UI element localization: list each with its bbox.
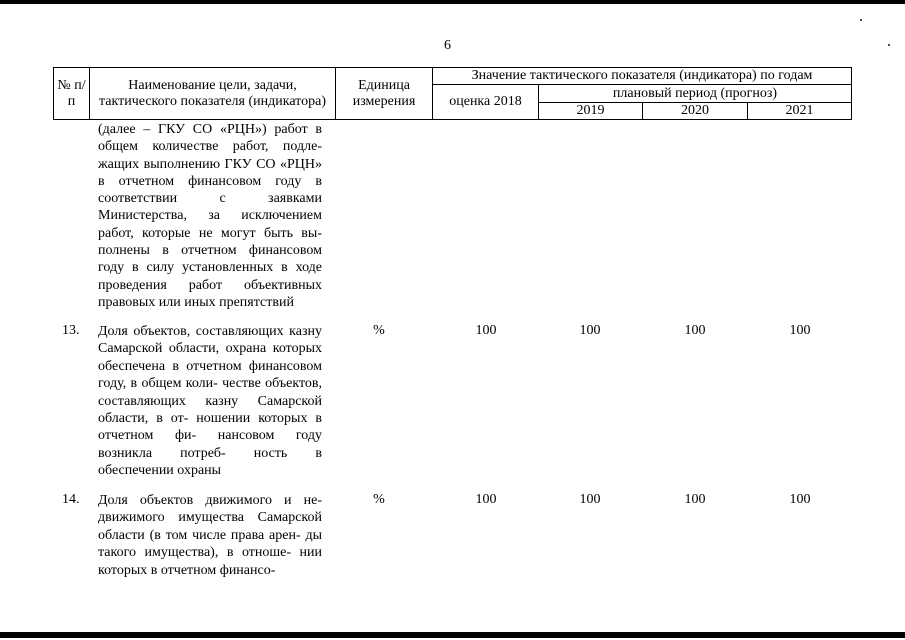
table-row <box>0 492 905 582</box>
value-2018: 100 <box>475 492 497 507</box>
table-row <box>0 323 905 503</box>
header-values-group: Значение тактического показателя (индикатора) по годам <box>433 68 852 85</box>
header-unit: Единица измерения <box>336 68 433 120</box>
scan-speck <box>860 19 862 21</box>
row-unit: % <box>373 323 385 338</box>
value-2019: 100 <box>579 492 601 507</box>
scan-edge-bottom <box>0 632 905 638</box>
value-2020: 100 <box>684 492 706 507</box>
row-number: 13. <box>62 323 80 338</box>
header-estimate: оценка 2018 <box>433 85 539 120</box>
continuation-text: (далее – ГКУ СО «РЦН») работ в общем количестве работ, подле- жащих выполнению ГКУ СО «РЦН» в отчетном финансовом году в соответствии с заявками Министерства, за исключением работ, которые не могут быть вы- полнены в отчетном финансовом году в силу установленных в ходе проведения работ объективных правовых или иных препятствий <box>98 122 322 310</box>
table-header <box>53 67 852 120</box>
value-2018: 100 <box>475 323 497 338</box>
header-year: 2021 <box>748 103 852 120</box>
scan-speck <box>888 44 890 46</box>
row-indicator-name: Доля объектов движимого и не- движимого имущества Самарской области (в том числе права арен- ды такого имущества), в отноше- нии которых в отчетном финансо- <box>98 493 322 578</box>
row-unit: % <box>373 492 385 507</box>
page-number: 6 <box>444 38 451 53</box>
value-2021: 100 <box>789 492 811 507</box>
header-year: 2020 <box>643 103 748 120</box>
scan-edge-top <box>0 0 905 4</box>
value-2020: 100 <box>684 323 706 338</box>
header-planned-period: плановый период (прогноз) <box>539 85 852 103</box>
value-2019: 100 <box>579 323 601 338</box>
header-num: № п/п <box>54 68 90 120</box>
row-number: 14. <box>62 492 80 507</box>
value-2021: 100 <box>789 323 811 338</box>
header-name: Наименование цели, задачи, тактического показателя (индикатора) <box>90 68 336 120</box>
row-indicator-name: Доля объектов, составляющих казну Самарской области, охрана которых обеспечена в отчетном финансовом году, в общем коли- честве объектов, составляющих казну Самарской области, в от- ношении которых в отчетном фи- нансовом году возникла потреб- ность в обеспечении охраны <box>98 324 322 479</box>
header-year: 2019 <box>539 103 643 120</box>
